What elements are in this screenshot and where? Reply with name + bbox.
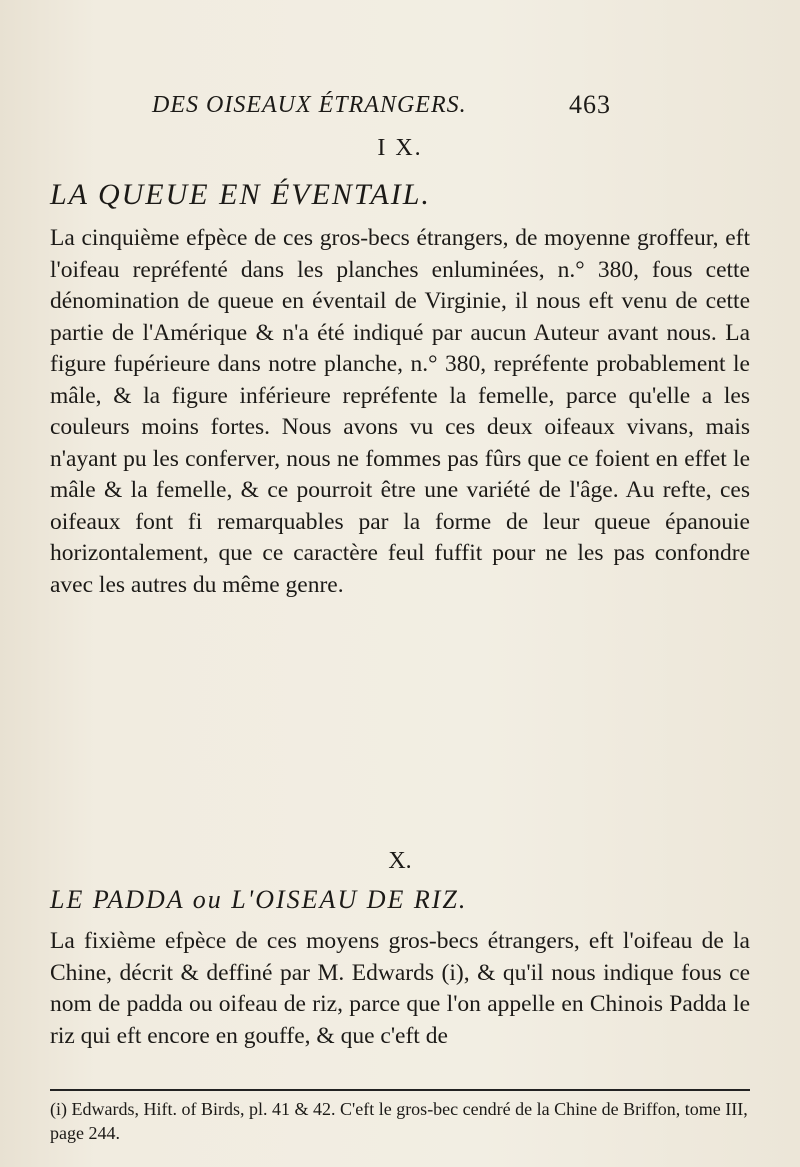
footnote-rule (50, 1089, 750, 1091)
section-title: LE PADDA ou L'OISEAU DE RIZ. (50, 885, 468, 914)
section-number: X. (388, 848, 412, 874)
paragraph-text: La fixième efpèce de ces moyens gros-becs étrangers, eft l'oifeau de la Chine, décrit & deffiné par M. Edwards (i), & qu'il nous indique fous ce nom de padda ou oifeau de riz, parce que l'on appelle en Chinois Padda le riz qui eft encore en gouffe, & que c'eft de (50, 928, 750, 1049)
running-head-text: DES OISEAUX ÉTRANGERS. (152, 92, 467, 118)
running-head (152, 92, 752, 119)
paragraph-text: La cinquième efpèce de ces gros-becs étrangers, de moyenne groffeur, eft l'oifeau repréfenté dans les planches enluminées, n.° 380, fous cette dénomination de queue en éventail de Virginie, il nous eft venu de cette partie de l'Amérique & n'a été indiqué par aucun Auteur avant nous. La figure fupérieure dans notre planche, n.° 380, repréfente probablement le mâle, & la figure inférieure repréfente la femelle, parce qu'elle a les couleurs moins fortes. Nous avons vu ces deux oifeaux vivans, mais n'ayant pu les conferver, nous ne fommes pas fûrs que ce foient en effet le mâle & la femelle, & ce pourroit être une variété de l'âge. Au refte, ces oifeaux font fi remarquables par la forme de leur queue épanouie horizontalement, que ce caractère feul fuffit pour ne les pas confondre avec les autres du même genre. (50, 225, 750, 598)
page-number: 463 (569, 90, 611, 119)
section-paragraph (50, 223, 750, 601)
section-paragraph (50, 926, 750, 1052)
footnote: (i) Edwards, Hift. of Birds, pl. 41 & 42. C'eft le gros-bec cendré de la Chine de Briffon, tome III, page 244. (50, 1099, 748, 1143)
section-title: LA QUEUE EN ÉVENTAIL. (50, 178, 431, 211)
section-number: I X. (377, 135, 423, 161)
